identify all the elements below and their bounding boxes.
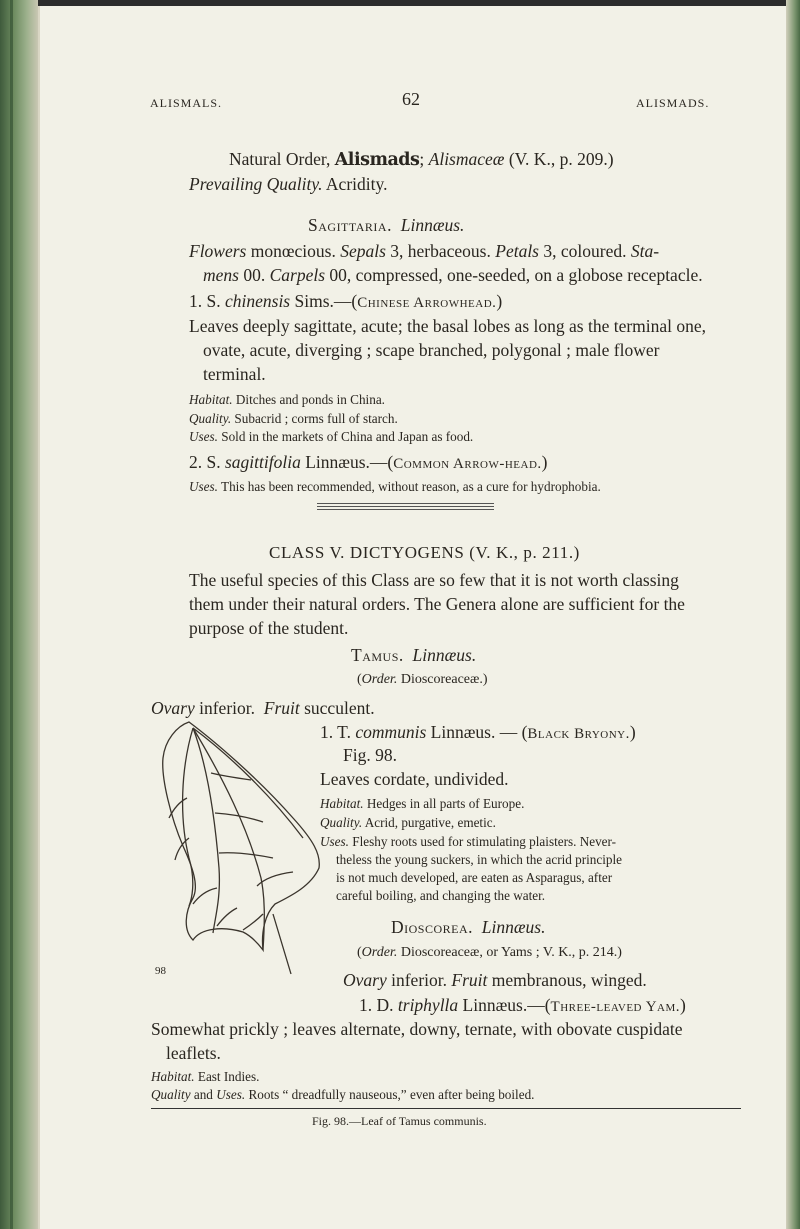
triphylla-quality-uses: Quality and Uses. Roots “ dreadfully nauseous,” even after being boiled. [151, 1087, 535, 1102]
species-sagittifolia: 2. S. sagittifolia Linnæus.—(Common Arrow-head.) [189, 452, 548, 472]
communis-uses-4: careful boiling, and changing the water. [336, 888, 546, 903]
communis-quality: Quality. Acrid, purgative, emetic. [320, 815, 496, 830]
characters-run: 00, compressed, one-seeded, on a globose receptacle. [325, 265, 703, 285]
tamus-order: (Order. Dioscoreaceæ.) [357, 672, 488, 687]
class-intro-2: them under their natural orders. The Genera alone are sufficient for the [189, 594, 685, 614]
characters-run: Sepals [340, 241, 386, 261]
leaf-petiole [273, 914, 291, 974]
running-head-right: ALISMADS. [636, 96, 710, 110]
chinensis-desc-3: terminal. [203, 364, 266, 384]
dioscorea-ovary-fruit: Ovary inferior. Fruit membranous, winged. [343, 970, 647, 990]
book-page [40, 6, 786, 1229]
triphylla-desc-1: Somewhat prickly ; leaves alternate, downy, ternate, with obovate cuspidate [151, 1019, 683, 1039]
triphylla-desc-2: leaflets. [166, 1043, 221, 1063]
communis-uses-3: is not much developed, are eaten as Asparagus, after [336, 870, 613, 885]
characters-run: Petals [495, 241, 539, 261]
sagittifolia-uses: Uses. This has been recommended, without reason, as a cure for hydrophobia. [189, 479, 601, 494]
dioscorea-order: (Order. Dioscoreaceæ, or Yams ; V. K., p. 214.) [357, 945, 622, 960]
communis-leaves: Leaves cordate, undivided. [320, 769, 509, 789]
species-chinensis: 1. S. chinensis Sims.—(Chinese Arrowhead.) [189, 291, 503, 311]
tamus-leaf-figure [153, 718, 325, 978]
chinensis-quality: Quality. Subacrid ; corms full of starch. [189, 411, 398, 426]
genus-dioscorea: Dioscorea. Linnæus. [391, 917, 546, 937]
footer-rule [151, 1108, 741, 1109]
tamus-ovary-fruit: Ovary inferior. Fruit succulent. [151, 698, 375, 718]
species-communis: 1. T. communis Linnæus. — (Black Bryony.) [320, 722, 636, 742]
characters-run: Sta- [630, 241, 660, 261]
prevailing-quality: Prevailing Quality. Acridity. [189, 174, 388, 194]
species-triphylla: 1. D. triphylla Linnæus.—(Three-leaved Yam.) [359, 995, 686, 1015]
separator-rule [317, 509, 494, 510]
characters-run: Flowers [189, 241, 247, 261]
alismads-blackletter: Alismads [334, 150, 420, 170]
class-intro-3: purpose of the student. [189, 618, 349, 638]
chinensis-uses: Uses. Sold in the markets of China and Japan as food. [189, 429, 474, 444]
genus-tamus: Tamus. Linnæus. [351, 645, 477, 665]
characters-run: Carpels [269, 265, 326, 285]
page-edge [786, 0, 800, 1229]
characters-line-1 [189, 243, 659, 261]
chinensis-desc-1: Leaves deeply sagittate, acute; the basal lobes as long as the terminal one, [189, 316, 707, 336]
chinensis-desc-2: ovate, acute, diverging ; scape branched, polygonal ; male flower [203, 340, 660, 360]
book-binding [0, 0, 38, 1229]
characters-run: 3, herbaceous. [385, 241, 496, 261]
figure-number: 98 [155, 965, 166, 977]
page-number: 62 [402, 89, 420, 109]
natural-order-line: Natural Order, Alismads; Alismaceæ (V. K., p. 209.) [229, 149, 614, 170]
characters-run: mens [203, 265, 239, 285]
communis-habitat: Habitat. Hedges in all parts of Europe. [320, 796, 525, 811]
class-intro-1: The useful species of this Class are so few that it is not worth classing [189, 570, 679, 590]
fig-reference: Fig. 98. [343, 745, 397, 765]
chinensis-habitat: Habitat. Ditches and ponds in China. [189, 392, 385, 407]
characters-line-2 [203, 267, 703, 285]
communis-uses-1: Uses. Fleshy roots used for stimulating plaisters. Never- [320, 834, 617, 849]
genus-sagittaria: Sagittaria. Linnæus. [308, 215, 465, 235]
characters-run: 00. [238, 265, 270, 285]
triphylla-habitat: Habitat. East Indies. [151, 1069, 260, 1084]
separator-rule [317, 503, 494, 504]
figure-caption: Fig. 98.—Leaf of Tamus communis. [312, 1114, 487, 1128]
characters-run: monœcious. [246, 241, 341, 261]
separator-rule [317, 506, 494, 507]
running-head-left: ALISMALS. [150, 96, 223, 110]
characters-run: 3, coloured. [539, 241, 631, 261]
class-heading: CLASS V. DICTYOGENS (V. K., p. 211.) [269, 543, 580, 562]
communis-uses-2: theless the young suckers, in which the acrid principle [336, 852, 623, 867]
